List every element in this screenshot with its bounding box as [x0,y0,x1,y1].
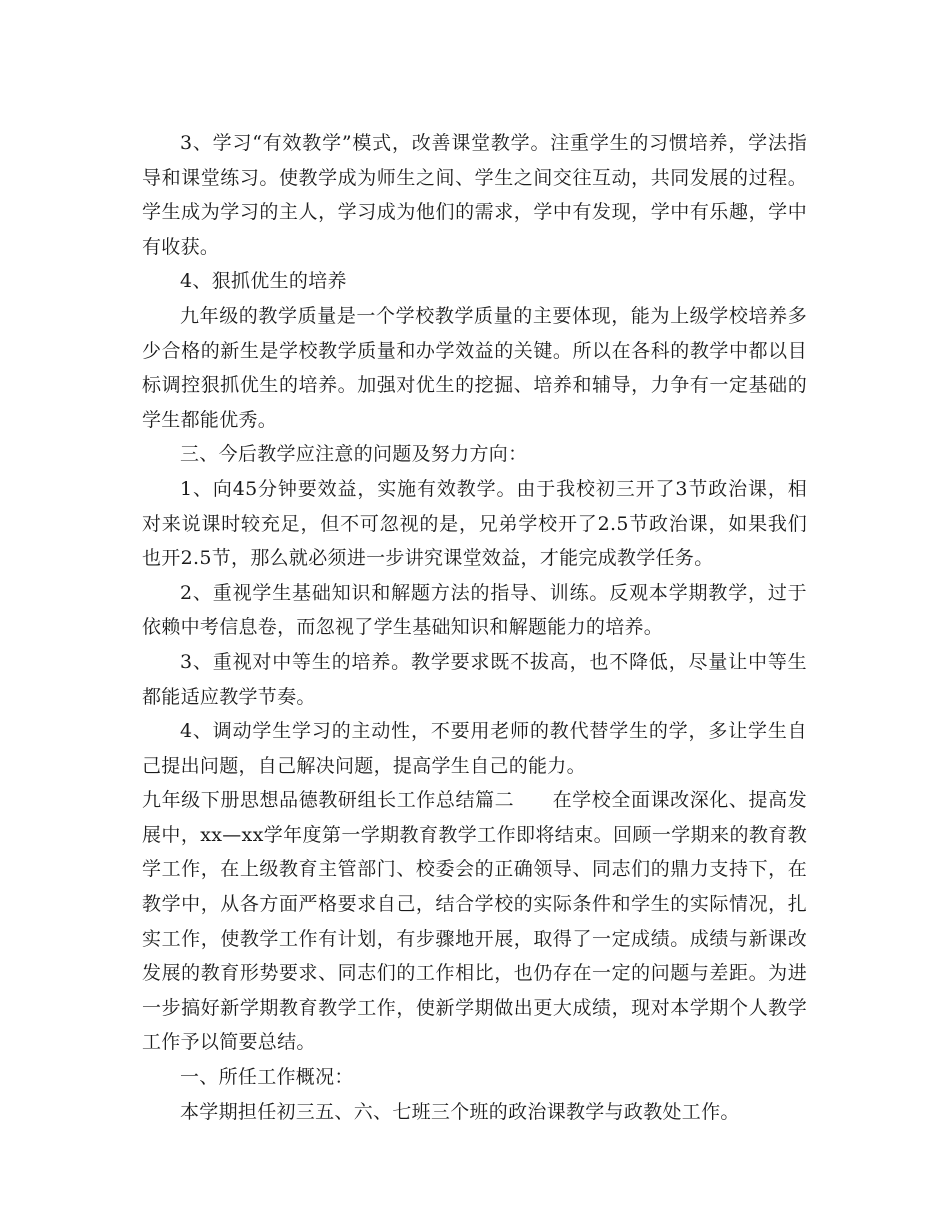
paragraph-initiative: 4、调动学生学习的主动性，不要用老师的教代替学生的学，多让学生自己提出问题，自己解决问题，提高学生自己的能力。 [142,720,807,777]
paragraph-basic-knowledge: 2、重视学生基础知识和解题方法的指导、训练。反观本学期教学，过于依赖中考信息卷，而忽视了学生基础知识和解题能力的培养。 [142,581,807,639]
paragraph-effective-teaching: 3、学习“有效教学”模式，改善课堂教学。注重学生的习惯培养，学法指导和课堂练习。使教学成为师生之间、学生之间交往互动，共同发展的过程。学生成为学习的主人，学习成为他们的需求，学中有发现，学中有乐趣，学中有收获。 [142,132,807,258]
paragraph-45-minutes: 1、向45分钟要效益，实施有效教学。由于我校初三开了3节政治课，相对来说课时较充足，但不可忽视的是，兄弟学校开了2.5节政治课，如果我们也开2.5节，那么就必须进一步讲究课堂效益，才能完成教学任务。 [142,477,807,570]
section-title: 九年级下册思想品德教研组长工作总结篇二 [142,789,515,812]
section-intro: 在学校全面课改深化、提高发展中，xx—xx学年度第一学期教育教学工作即将结束。回顾一学期来的教育教学工作，在上级教育主管部门、校委会的正确领导、同志们的鼎力支持下，在教学中，从各方面严格要求自己，结合学校的实际条件和学生的实际情况，扎实工作，使教学工作有计划，有步骤地开展，取得了一定成绩。成绩与新课改发展的教育形势要求、同志们的工作相比，也仍存在一定的问题与差距。为进一步搞好新学期教育教学工作，使新学期做出更大成绩，现对本学期个人教学工作予以简要总结。 [142,789,807,1054]
document-body [142,126,807,1129]
paragraph-section-two [142,783,807,1060]
paragraph-closing: 本学期担任初三五、六、七班三个班的政治课教学与政教处工作。 [180,1100,740,1123]
paragraph-grade9-quality: 九年级的教学质量是一个学校教学质量的主要体现，能为上级学校培养多少合格的新生是学校教学质量和办学效益的关键。所以在各科的教学中都以目标调控狠抓优生的培养。加强对优生的挖掘、培养和辅导，力争有一定基础的学生都能优秀。 [142,304,807,431]
paragraph-future-issues-heading: 三、今后教学应注意的问题及努力方向： [180,443,528,466]
heading-work-overview: 一、所任工作概况： [180,1066,354,1089]
paragraph-middle-students: 3、重视对中等生的培养。教学要求既不拔高，也不降低，尽量让中等生都能适应教学节奏。 [142,650,807,708]
paragraph-top-students-heading: 4、狠抓优生的培养 [180,270,347,293]
